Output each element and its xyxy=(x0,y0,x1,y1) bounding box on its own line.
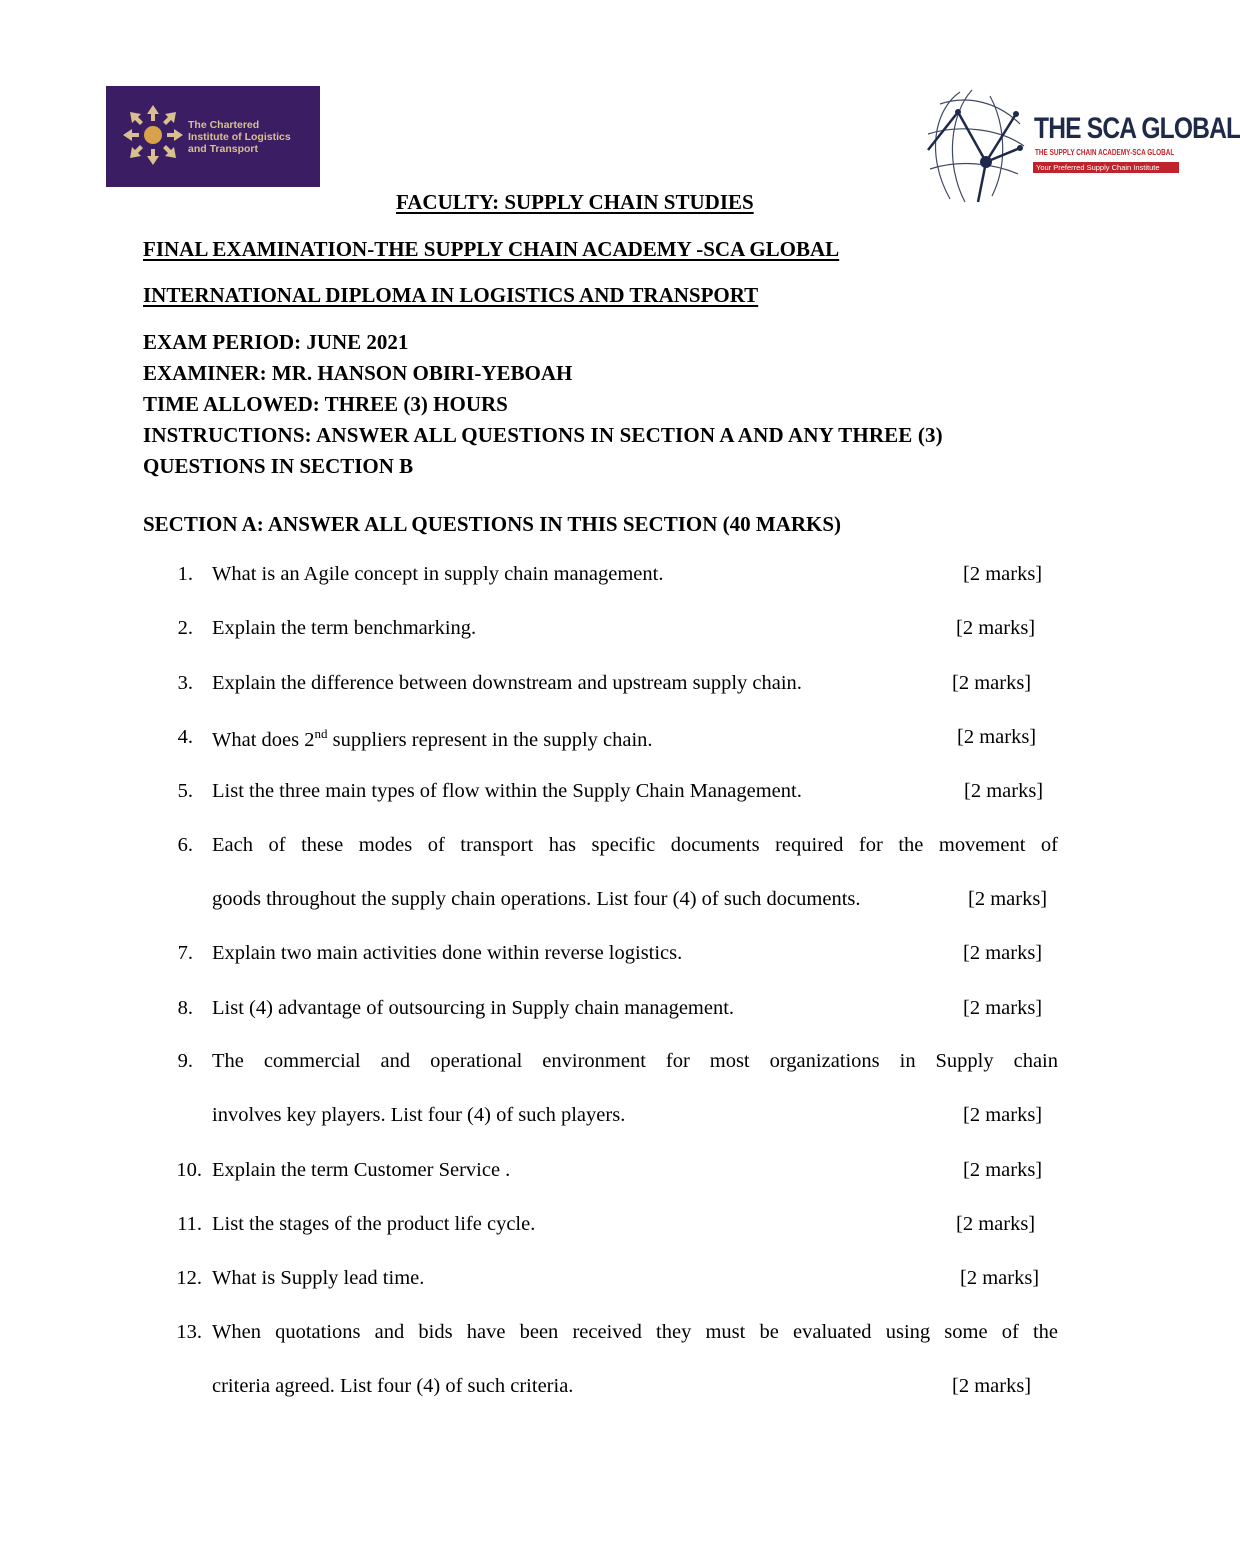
question-text-line1: Each of these modes of transport has specific documents required for the movement of xyxy=(212,834,1058,856)
sca-logo-subtitle: THE SUPPLY CHAIN ACADEMY-SCA GLOBAL xyxy=(1035,148,1175,157)
question-number: 3. xyxy=(177,672,193,694)
question-marks: [2 marks] xyxy=(963,563,1043,585)
question-number: 1. xyxy=(177,563,193,585)
cilt-arrows-icon xyxy=(120,102,186,168)
cilt-logo xyxy=(106,86,320,187)
cilt-name-line2: Institute of Logistics xyxy=(188,131,291,143)
question-marks: [2 marks] xyxy=(960,1267,1040,1289)
question-number: 8. xyxy=(177,997,193,1019)
question-text: List the stages of the product life cycle. xyxy=(212,1213,536,1235)
question-marks: [2 marks] xyxy=(963,1159,1043,1181)
question-text: Explain two main activities done within reverse logistics. xyxy=(212,942,683,964)
question-marks: [2 marks] xyxy=(963,942,1043,964)
question-marks: [2 marks] xyxy=(957,726,1037,748)
time-allowed: TIME ALLOWED: THREE (3) HOURS xyxy=(143,392,508,416)
question-text xyxy=(212,726,653,752)
sca-logo-tagline: Your Preferred Supply Chain Institute xyxy=(1033,162,1179,173)
question-marks: [2 marks] xyxy=(952,672,1032,694)
examiner: EXAMINER: MR. HANSON OBIRI-YEBOAH xyxy=(143,361,573,385)
question-number: 10. xyxy=(176,1159,202,1181)
diploma-heading: INTERNATIONAL DIPLOMA IN LOGISTICS AND TRANSPORT xyxy=(143,283,759,307)
instructions-line2: QUESTIONS IN SECTION B xyxy=(143,454,414,478)
question-text: What is an Agile concept in supply chain management. xyxy=(212,563,664,585)
question-number: 9. xyxy=(177,1050,193,1072)
question-number: 5. xyxy=(177,780,193,802)
question-number: 6. xyxy=(177,834,193,856)
question-marks: [2 marks] xyxy=(952,1375,1032,1397)
question-marks: [2 marks] xyxy=(963,1104,1043,1126)
question-number: 2. xyxy=(177,617,193,639)
sca-logo-title: THE SCA GLOBAL xyxy=(1034,112,1240,145)
question-marks: [2 marks] xyxy=(963,997,1043,1019)
question-number: 13. xyxy=(176,1321,202,1343)
cilt-name-line3: and Transport xyxy=(188,143,259,155)
question-text: List the three main types of flow within the Supply Chain Management. xyxy=(212,780,802,802)
globe-network-icon xyxy=(920,84,1030,208)
question-text-line1: When quotations and bids have been received they must be evaluated using some of the xyxy=(212,1321,1058,1343)
instructions-line1: INSTRUCTIONS: ANSWER ALL QUESTIONS IN SECTION A AND ANY THREE (3) xyxy=(143,423,943,447)
question-text: Explain the term benchmarking. xyxy=(212,617,477,639)
final-exam-heading: FINAL EXAMINATION-THE SUPPLY CHAIN ACADEMY -SCA GLOBAL xyxy=(143,237,840,261)
question-text: List (4) advantage of outsourcing in Supply chain management. xyxy=(212,997,735,1019)
question-text-line1: The commercial and operational environment for most organizations in Supply chain xyxy=(212,1050,1058,1072)
question-marks: [2 marks] xyxy=(964,780,1044,802)
question-text: What is Supply lead time. xyxy=(212,1267,425,1289)
question-number: 12. xyxy=(176,1267,202,1289)
question-text-line2: goods throughout the supply chain operations. List four (4) of such documents. xyxy=(212,888,861,910)
faculty-heading: FACULTY: SUPPLY CHAIN STUDIES xyxy=(396,190,754,214)
question-marks: [2 marks] xyxy=(956,617,1036,639)
cilt-name-line1: The Chartered xyxy=(188,119,260,131)
question-text: Explain the difference between downstream and upstream supply chain. xyxy=(212,672,802,694)
question-text-before: What does 2 xyxy=(212,728,315,751)
section-a-title: SECTION A: ANSWER ALL QUESTIONS IN THIS SECTION (40 MARKS) xyxy=(143,512,842,536)
question-text: Explain the term Customer Service . xyxy=(212,1159,511,1181)
question-marks: [2 marks] xyxy=(956,1213,1036,1235)
question-text-line2: involves key players. List four (4) of such players. xyxy=(212,1104,626,1126)
question-text-sup: nd xyxy=(314,726,328,741)
exam-period: EXAM PERIOD: JUNE 2021 xyxy=(143,330,409,354)
question-number: 4. xyxy=(177,726,193,748)
question-number: 11. xyxy=(177,1213,202,1235)
question-marks: [2 marks] xyxy=(968,888,1048,910)
question-text-line2: criteria agreed. List four (4) of such criteria. xyxy=(212,1375,574,1397)
sca-logo xyxy=(920,84,1240,208)
question-number: 7. xyxy=(177,942,193,964)
question-text-after: suppliers represent in the supply chain. xyxy=(327,728,653,751)
